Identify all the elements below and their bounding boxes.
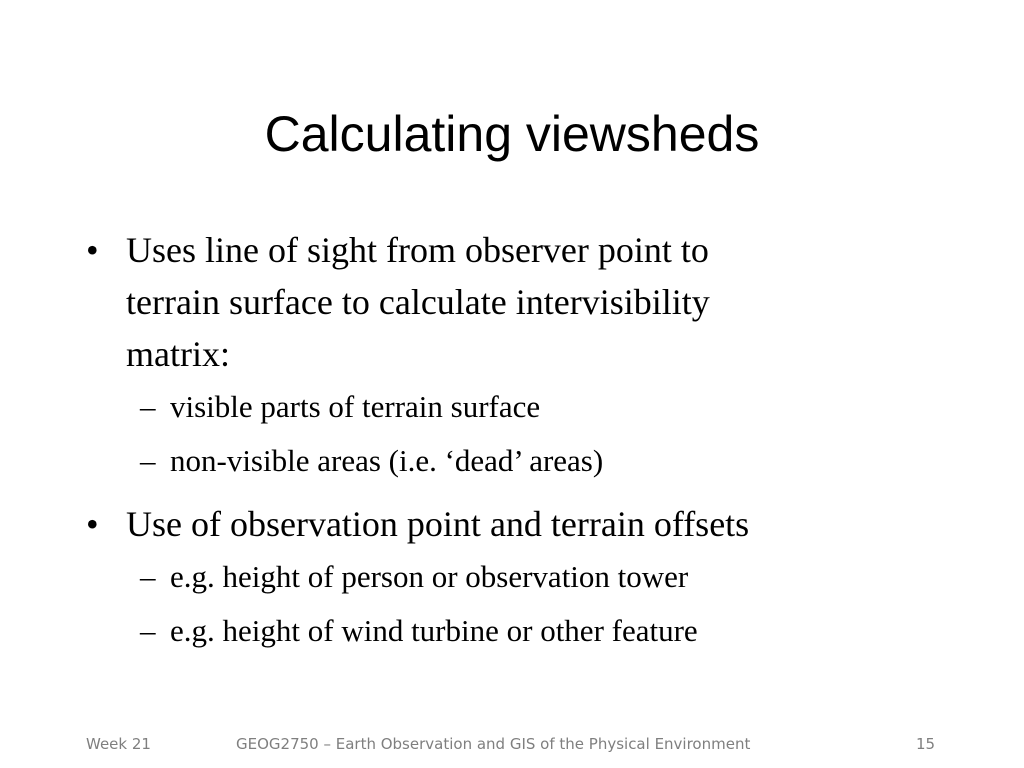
- bullet-item: [86, 498, 936, 658]
- footer-course: GEOG2750 – Earth Observation and GIS of the Physical Environment: [236, 735, 751, 753]
- sub-bullet-list: [126, 550, 936, 658]
- sub-bullet-marker: –: [140, 613, 156, 648]
- bullet-text-line: Uses line of sight from observer point to: [126, 230, 709, 270]
- footer-page-number: 15: [916, 735, 936, 753]
- bullet-marker: •: [86, 230, 99, 270]
- sub-bullet-marker: –: [140, 389, 156, 424]
- sub-bullet-text: e.g. height of person or observation tower: [170, 559, 689, 594]
- sub-bullet-list: [126, 380, 936, 488]
- bullet-text-line: Use of observation point and terrain offsets: [126, 504, 750, 544]
- bullet-list: [86, 224, 936, 658]
- footer-week: Week 21: [86, 735, 151, 753]
- bullet-text-line: matrix:: [126, 334, 230, 374]
- bullet-text-line: terrain surface to calculate intervisibility: [126, 282, 710, 322]
- bullet-marker: •: [86, 504, 99, 544]
- bullet-item: [86, 224, 936, 488]
- sub-bullet-item: [86, 550, 936, 604]
- sub-bullet-text: visible parts of terrain surface: [170, 389, 541, 424]
- sub-bullet-item: [86, 604, 936, 658]
- sub-bullet-item: [86, 380, 936, 434]
- sub-bullet-text: e.g. height of wind turbine or other feature: [170, 613, 698, 648]
- sub-bullet-text: non-visible areas (i.e. ‘dead’ areas): [170, 443, 604, 478]
- slide-title: Calculating viewsheds: [264, 106, 760, 162]
- sub-bullet-marker: –: [140, 443, 156, 478]
- sub-bullet-marker: –: [140, 559, 156, 594]
- sub-bullet-item: [86, 434, 936, 488]
